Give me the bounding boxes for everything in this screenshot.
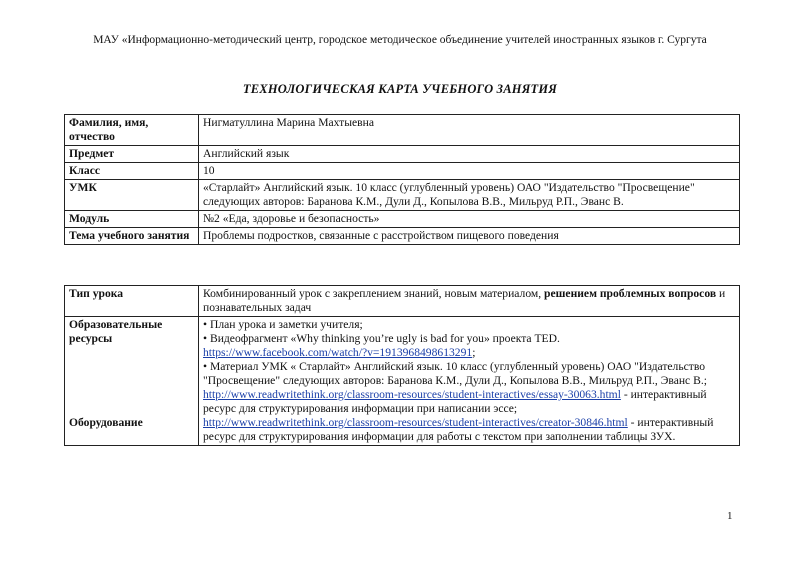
table-row bbox=[65, 211, 740, 228]
link-description: - интерактивный ресурс для структурирования информации для работы с текстом при заполнении таблицы ЗУХ. bbox=[203, 416, 714, 443]
row-value: Нигматуллина Марина Махтыевна bbox=[199, 115, 740, 146]
resource-item: • Видеофрагмент «Why thinking you’re ugly is bad for you» проекта TED. bbox=[203, 332, 560, 345]
page-number: 1 bbox=[727, 510, 733, 522]
resource-link-line bbox=[203, 416, 735, 444]
row-label: Фамилия, имя, отчество bbox=[65, 115, 199, 146]
document-title: ТЕХНОЛОГИЧЕСКАЯ КАРТА УЧЕБНОГО ЗАНЯТИЯ bbox=[242, 82, 558, 96]
row-label: Модуль bbox=[65, 211, 199, 228]
essay-tool-link[interactable]: http://www.readwritethink.org/classroom-resources/student-interactives/essay-30063.html bbox=[203, 388, 621, 401]
row-label: Класс bbox=[65, 163, 199, 180]
page-header: МАУ «Информационно-методический центр, городское методическое объединение учителей иностранных языков г. Сургута bbox=[93, 34, 707, 46]
lesson-type-bold: решением проблемных вопросов bbox=[544, 287, 717, 300]
table-row bbox=[65, 163, 740, 180]
row-label: Предмет bbox=[65, 146, 199, 163]
row-value: Английский язык bbox=[199, 146, 740, 163]
link-suffix: ; bbox=[472, 346, 476, 359]
creator-tool-link[interactable]: http://www.readwritethink.org/classroom-resources/student-interactives/creator-30846.html bbox=[203, 416, 628, 429]
equipment-label: Оборудование bbox=[69, 416, 143, 429]
resources-label: Образовательные ресурсы bbox=[69, 318, 163, 345]
row-value: 10 bbox=[199, 163, 740, 180]
resources-label-cell bbox=[65, 317, 199, 446]
lesson-table bbox=[64, 285, 740, 446]
link-description: - интерактивный ресурс для структурирования информации при написании эссе; bbox=[203, 388, 707, 415]
table-row bbox=[65, 115, 740, 146]
row-value: «Старлайт» Английский язык. 10 класс (углубленный уровень) ОАО "Издательство "Просвещение" следующих авторов: Баранова К.М., Дули Д., Копылова В.В., Мильруд Р.П., Эванс В. bbox=[199, 180, 740, 211]
row-label: УМК bbox=[65, 180, 199, 211]
table-row bbox=[65, 286, 740, 317]
resource-link-line bbox=[203, 346, 735, 360]
info-table bbox=[64, 114, 740, 245]
resources-value bbox=[199, 317, 740, 446]
row-value: Проблемы подростков, связанные с расстройством пищевого поведения bbox=[199, 228, 740, 245]
table-row bbox=[65, 317, 740, 446]
row-label: Тема учебного занятия bbox=[65, 228, 199, 245]
resource-item: • План урока и заметки учителя; bbox=[203, 318, 363, 331]
table-row bbox=[65, 146, 740, 163]
resource-item: • Материал УМК « Старлайт» Английский язык. 10 класс (углубленный уровень) ОАО "Издательство "Просвещение" следующих авторов: Баранова К.М., Дули Д., Копылова В.В., Мильруд Р.П., Эванс В.; bbox=[203, 360, 707, 387]
table-row bbox=[65, 228, 740, 245]
row-value: №2 «Еда, здоровье и безопасность» bbox=[199, 211, 740, 228]
lesson-type-text-end: и познавательных задач bbox=[203, 287, 726, 314]
lesson-type-text: Комбинированный урок с закреплением знаний, новым материалом, bbox=[203, 287, 545, 300]
lesson-type-label: Тип урока bbox=[65, 286, 199, 317]
lesson-type-value bbox=[199, 286, 740, 317]
table-row bbox=[65, 180, 740, 211]
facebook-video-link[interactable]: https://www.facebook.com/watch/?v=1913968498613291 bbox=[203, 346, 473, 359]
resource-link-line bbox=[203, 388, 735, 416]
